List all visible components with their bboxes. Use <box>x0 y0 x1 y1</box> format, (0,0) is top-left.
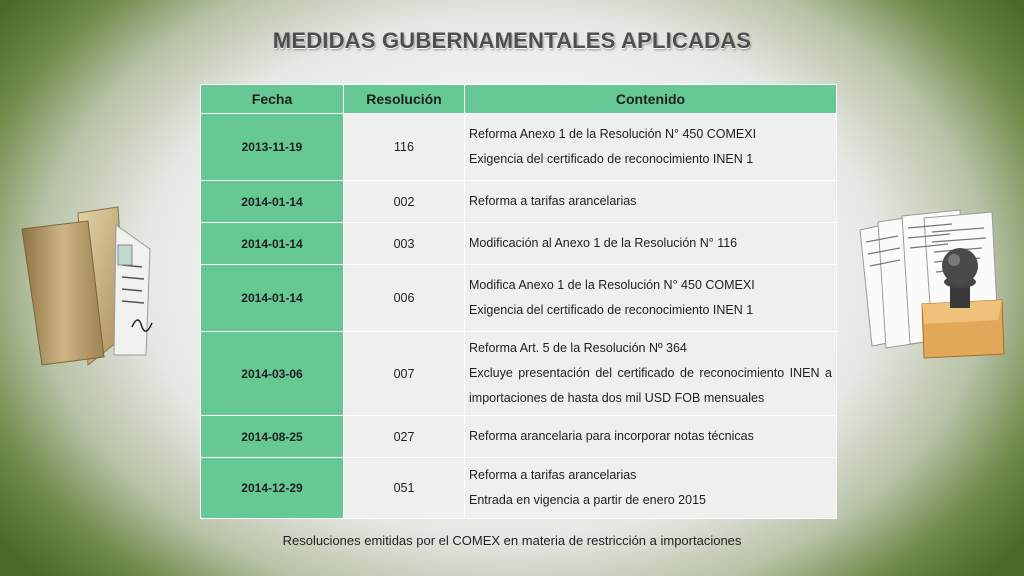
contenido-line: Modifica Anexo 1 de la Resolución N° 450 COMEXI <box>469 278 755 292</box>
contenido-line: Exigencia del certificado de reconocimiento INEN 1 <box>469 303 754 317</box>
cell-resolucion: 003 <box>344 223 465 265</box>
cell-contenido <box>465 458 837 519</box>
cell-contenido <box>465 223 837 265</box>
table-caption: Resoluciones emitidas por el COMEX en materia de restricción a importaciones <box>282 533 742 548</box>
cell-contenido <box>465 416 837 458</box>
cell-fecha: 2014-08-25 <box>201 416 344 458</box>
table-row <box>201 223 837 265</box>
table-row <box>201 265 837 332</box>
stamp-documents-icon <box>852 208 1012 363</box>
contenido-line: Reforma Art. 5 de la Resolución Nº 364 <box>469 341 687 355</box>
cell-fecha: 2014-03-06 <box>201 332 344 416</box>
cell-resolucion: 006 <box>344 265 465 332</box>
header-contenido: Contenido <box>465 85 837 114</box>
cell-fecha: 2014-01-14 <box>201 223 344 265</box>
cell-fecha: 2014-01-14 <box>201 265 344 332</box>
cell-contenido <box>465 181 837 223</box>
contenido-line: Modificación al Anexo 1 de la Resolución N° 116 <box>469 236 738 250</box>
cell-resolucion: 007 <box>344 332 465 416</box>
contenido-line: Reforma a tarifas arancelarias <box>469 468 637 482</box>
resolutions-table <box>200 84 837 519</box>
table-row <box>201 114 837 181</box>
cell-resolucion: 002 <box>344 181 465 223</box>
cell-contenido <box>465 332 837 416</box>
table-row <box>201 332 837 416</box>
cell-resolucion: 027 <box>344 416 465 458</box>
cell-fecha: 2014-01-14 <box>201 181 344 223</box>
contenido-line: Reforma arancelaria para incorporar notas técnicas <box>469 429 754 443</box>
cell-resolucion: 051 <box>344 458 465 519</box>
contenido-line: Exigencia del certificado de reconocimiento INEN 1 <box>469 152 754 166</box>
table-header-row <box>201 85 837 114</box>
table-row <box>201 181 837 223</box>
header-resolucion: Resolución <box>344 85 465 114</box>
cell-resolucion: 116 <box>344 114 465 181</box>
page-title: MEDIDAS GUBERNAMENTALES APLICADAS <box>272 28 752 53</box>
contenido-line: Reforma Anexo 1 de la Resolución N° 450 COMEXI <box>469 127 757 141</box>
contenido-line: Entrada en vigencia a partir de enero 2015 <box>469 493 706 507</box>
cell-fecha: 2013-11-19 <box>201 114 344 181</box>
contenido-line: Excluye presentación del certificado de reconocimiento INEN a importaciones de hasta dos mil USD FOB mensuales <box>469 366 832 405</box>
contenido-line: Reforma a tarifas arancelarias <box>469 194 637 208</box>
cell-contenido <box>465 114 837 181</box>
table-row <box>201 416 837 458</box>
cell-contenido <box>465 265 837 332</box>
table-row <box>201 458 837 519</box>
header-fecha: Fecha <box>201 85 344 114</box>
cell-fecha: 2014-12-29 <box>201 458 344 519</box>
folder-documents-icon <box>18 205 173 375</box>
